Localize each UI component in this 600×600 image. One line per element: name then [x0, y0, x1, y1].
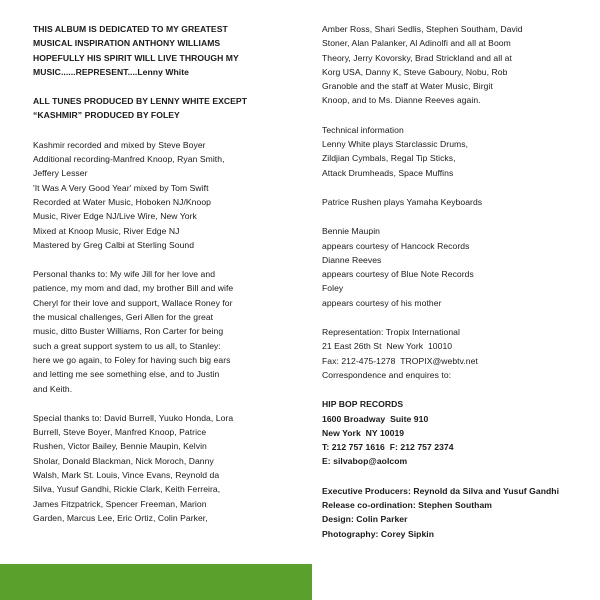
personal-thanks-line: and letting me see something else, and to Justin [33, 369, 220, 380]
thanks-continued-line: Granoble and the staff at Water Music, Birgit [322, 81, 493, 92]
personal-thanks-line: Cheryl for their love and support, Wallace Roney for [33, 297, 233, 308]
courtesy-credits-line: Dianne Reeves [322, 254, 382, 265]
courtesy-credits-line: Bennie Maupin [322, 226, 380, 237]
personal-thanks-line: the musical challenges, Geri Allen for the great [33, 312, 214, 323]
dedication-line: HOPEFULLY HIS SPIRIT WILL LIVE THROUGH MY [33, 52, 239, 63]
production-staff-line: Release co-ordination: Stephen Southam [322, 500, 492, 511]
courtesy-credits-line: appears courtesy of his mother [322, 297, 442, 308]
representation-line: Fax: 212-475-1278 TROPIX@webtv.net [322, 355, 478, 366]
representation-line: Representation: Tropix International [322, 327, 460, 338]
thanks-continued-line: Stoner, Alan Palanker, Al Adinolfi and all at Boom [322, 38, 511, 49]
recording-credits-line: Music, River Edge NJ/Live Wire, New York [33, 211, 197, 222]
label-address-line: T: 212 757 1616 F: 212 757 2374 [322, 442, 454, 453]
recording-credits-line: Mastered by Greg Calbi at Sterling Sound [33, 239, 195, 250]
technical-information-line: Attack Drumheads, Space Muffins [322, 167, 454, 178]
special-thanks-line: Garden, Marcus Lee, Eric Ortiz, Colin Parker, [33, 512, 208, 523]
special-thanks-line: James Fitzpatrick, Spencer Freeman, Marion [33, 498, 207, 509]
accent-bar [0, 564, 312, 600]
thanks-continued-line: Knoop, and to Ms. Dianne Reeves again. [322, 95, 481, 106]
production-credit [33, 94, 284, 123]
label-address [322, 397, 582, 468]
left-column [0, 22, 300, 540]
personal-thanks [33, 267, 284, 396]
recording-credits-line: Kashmir recorded and mixed by Steve Boyer [33, 139, 206, 150]
special-thanks-line: Walsh, Mark St. Louis, Vince Evans, Reynold da [33, 470, 220, 481]
label-address-line: E: silvabop@aolcom [322, 456, 408, 467]
representation-line: 21 East 26th St New York 10010 [322, 341, 453, 352]
special-thanks-line: Silva, Yusuf Gandhi, Rickie Clark, Keith Ferreira, [33, 484, 221, 495]
personal-thanks-line: such a great support system to us all, to Stanley: [33, 340, 221, 351]
dedication-line: THIS ALBUM IS DEDICATED TO MY GREATEST [33, 24, 228, 34]
thanks-continued [322, 22, 582, 108]
label-address-line: HIP BOP RECORDS [322, 399, 404, 410]
production-staff-line: Design: Colin Parker [322, 514, 408, 525]
thanks-continued-line: Korg USA, Danny K, Steve Gaboury, Nobu, Rob [322, 66, 508, 77]
special-thanks-line: Rushen, Victor Bailey, Bennie Maupin, Kelvin [33, 441, 207, 452]
dedication [33, 22, 284, 79]
recording-credits-line: Additional recording-Manfred Knoop, Ryan Smith, [33, 154, 225, 165]
special-thanks-line: Burrell, Steve Boyer, Manfred Knoop, Patrice [33, 427, 207, 438]
label-address-line: 1600 Broadway Suite 910 [322, 413, 429, 424]
courtesy-credits-line: appears courtesy of Hancock Records [322, 240, 470, 251]
columns-container [0, 22, 600, 556]
keyboards-credit-line: Patrice Rushen plays Yamaha Keyboards [322, 196, 483, 207]
courtesy-credits-line: Foley [322, 283, 344, 294]
personal-thanks-line: Personal thanks to: My wife Jill for her love and [33, 269, 216, 280]
courtesy-credits [322, 224, 582, 310]
representation [322, 325, 582, 382]
thanks-continued-line: Theory, Jerry Kovorsky, Brad Strickland and all at [322, 52, 512, 63]
keyboards-credit [322, 195, 582, 209]
courtesy-credits-line: appears courtesy of Blue Note Records [322, 269, 474, 280]
technical-information-line: Technical information [322, 124, 404, 135]
recording-credits-line: Recorded at Water Music, Hoboken NJ/Knoop [33, 196, 211, 207]
representation-line: Correspondence and enquires to: [322, 369, 452, 380]
right-column [300, 22, 600, 556]
special-thanks-line: Special thanks to: David Burrell, Yuuko Honda, Lora [33, 412, 234, 423]
production-staff-line: Executive Producers: Reynold da Silva and Yusuf Gandhi [322, 485, 560, 496]
personal-thanks-line: and Keith. [33, 383, 73, 394]
technical-information-line: Lenny White plays Starclassic Drums, [322, 139, 469, 150]
recording-credits-line: Mixed at Knoop Music, River Edge NJ [33, 225, 180, 236]
personal-thanks-line: patience, my mom and dad, my brother Bill and wife [33, 283, 234, 294]
label-address-line: New York NY 10019 [322, 427, 405, 438]
thanks-continued-line: Amber Ross, Shari Sedlis, Stephen Southam, David [322, 24, 523, 34]
production-credit-line: “KASHMIR” PRODUCED BY FOLEY [33, 110, 180, 121]
dedication-line: MUSIC......REPRESENT....Lenny White [33, 66, 189, 77]
dedication-line: MUSICAL INSPIRATION ANTHONY WILLIAMS [33, 38, 221, 49]
technical-information [322, 123, 582, 180]
production-credit-line: ALL TUNES PRODUCED BY LENNY WHITE EXCEPT [33, 96, 248, 107]
recording-credits-line: 'It Was A Very Good Year' mixed by Tom Swift [33, 182, 209, 193]
special-thanks [33, 411, 284, 525]
recording-credits [33, 138, 284, 252]
recording-credits-line: Jeffery Lesser [33, 168, 88, 179]
special-thanks-line: Sholar, Donald Blackman, Nick Moroch, Danny [33, 455, 214, 466]
personal-thanks-line: music, ditto Buster Williams, Ron Carter for being [33, 326, 224, 337]
personal-thanks-line: here we go again, to Foley for having such big ears [33, 354, 231, 365]
production-staff-line: Photography: Corey Sipkin [322, 528, 435, 539]
technical-information-line: Zildjian Cymbals, Regal Tip Sticks, [322, 153, 456, 164]
production-staff [322, 484, 582, 541]
